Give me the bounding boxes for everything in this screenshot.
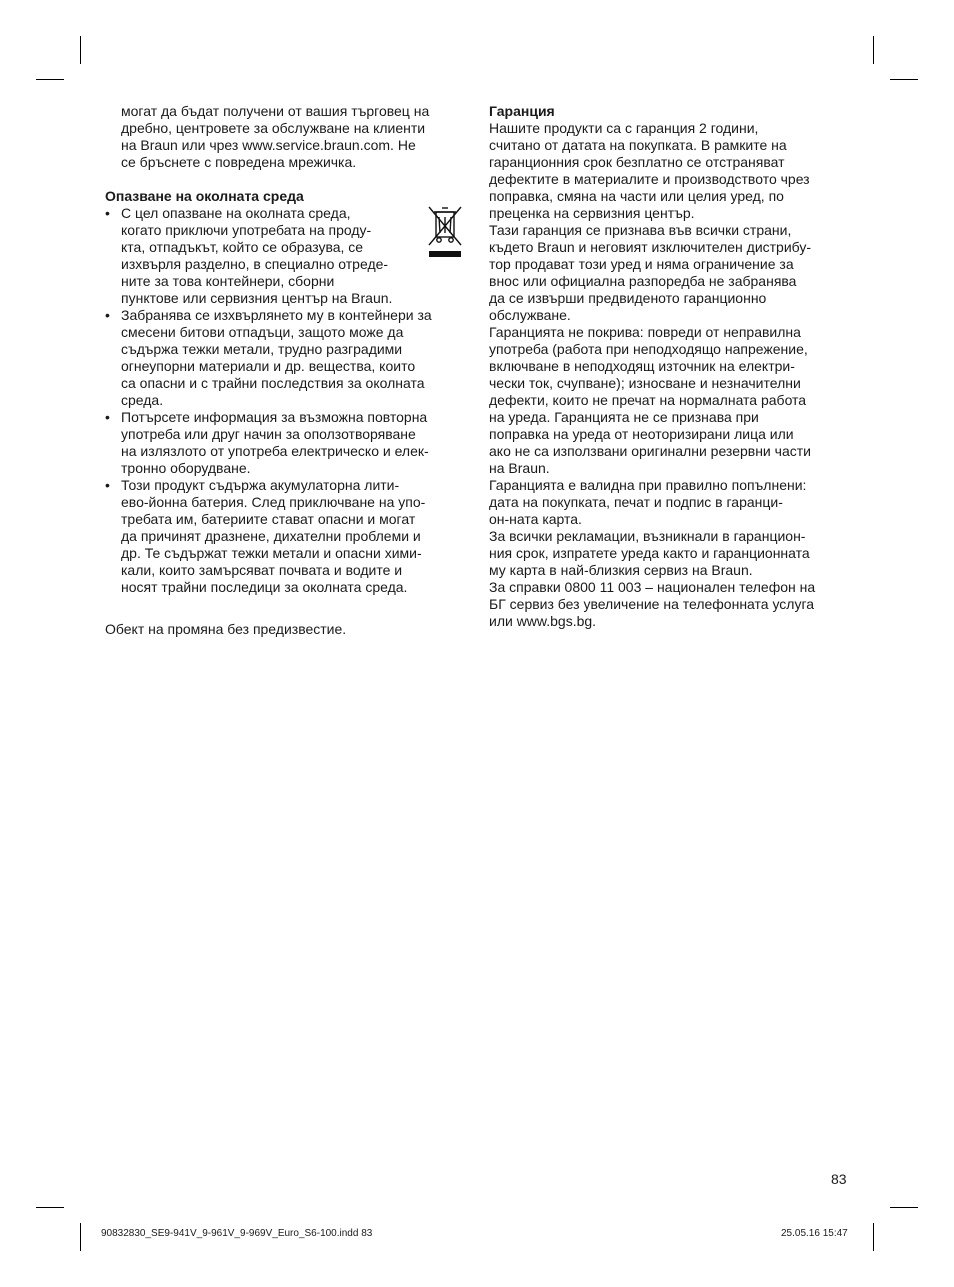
text-line: пунктове или сервизния център на Braun.	[121, 290, 393, 306]
bullet-dot: •	[105, 477, 110, 493]
footer-datetime: 25.05.16 15:47	[781, 1228, 848, 1239]
text-line: тронно оборудване.	[121, 460, 251, 476]
text-line: тор продават този уред и няма ограничение за	[489, 256, 794, 272]
text-line: ако не са използвани оригинални резервни части	[489, 443, 811, 459]
warranty-paragraph	[489, 528, 851, 579]
warranty-paragraph	[489, 477, 851, 528]
right-column	[489, 103, 851, 630]
warranty-heading: Гаранция	[489, 103, 555, 119]
text-line: ния срок, изпратете уреда както и гаранционната	[489, 545, 810, 561]
text-line: да причинят дразнене, дихателни проблеми и	[121, 528, 421, 544]
text-line: считано от датата на покупката. В рамките на	[489, 137, 787, 153]
warranty-paragraph	[489, 324, 851, 477]
crop-mark-top-left-h	[36, 79, 64, 80]
crop-mark-top-right-h	[890, 79, 918, 80]
crop-mark-bottom-right-h	[890, 1207, 918, 1208]
text-line: се бръснете с повредена мрежичка.	[121, 154, 357, 170]
text-line: Гаранцията не покрива: повреди от неправилна	[489, 324, 801, 340]
text-line: За всички рекламации, възникнали в гаранцион-	[489, 528, 806, 544]
text-line: Нашите продукти са с гаранция 2 години,	[489, 120, 759, 136]
text-line: смесени битови отпадъци, защото може да	[121, 324, 404, 340]
text-line: БГ сервиз без увеличение на телефонната услуга	[489, 596, 815, 612]
text-line: на излязлото от употреба електрическо и елек-	[121, 443, 429, 459]
text-line: обслужване.	[489, 307, 571, 323]
text-line: употреба или друг начин за оползотворяване	[121, 426, 416, 442]
warranty-paragraph	[489, 579, 851, 630]
bullet-dot: •	[105, 409, 110, 425]
page-number: 83	[831, 1171, 847, 1187]
text-line: За справки 0800 11 003 – национален телефон на	[489, 579, 816, 595]
bullet-dot: •	[105, 307, 110, 323]
text-line: употреба (работа при неподходящо напрежение,	[489, 341, 808, 357]
text-line: на уреда. Гаранцията не се признава при	[489, 409, 759, 425]
text-line: Този продукт съдържа акумулаторна лити-	[121, 477, 400, 493]
text-line: кали, които замърсяват почвата и водите и	[121, 562, 403, 578]
text-line: дефекти, които не пречат на нормалната работа	[489, 392, 807, 408]
warranty-paragraph	[489, 120, 851, 222]
text-line: поправка, смяна на части или целия уред, по	[489, 188, 784, 204]
text-line: огнеупорни материали и др. вещества, които	[121, 358, 416, 374]
text-line: носят трайни последици за околната среда.	[121, 579, 408, 595]
crop-mark-bottom-left-h	[36, 1207, 64, 1208]
text-line: поправка на уреда от неоторизирани лица или	[489, 426, 794, 442]
crop-mark-top-right-v	[873, 36, 874, 64]
text-line: гаранционния срок безплатно се отстраняват	[489, 154, 785, 170]
text-line: чески ток, счупване); износване и незначителни	[489, 375, 801, 391]
crop-mark-bottom-left-v	[80, 1223, 81, 1251]
bullet-item	[105, 205, 465, 307]
bullet-item	[105, 477, 465, 596]
text-line: требата им, батериите стават опасни и могат	[121, 511, 416, 527]
crop-mark-bottom-right-v	[873, 1223, 874, 1251]
text-line: он-ната карта.	[489, 511, 582, 527]
text-line: дата на покупката, печат и подпис в гаранци-	[489, 494, 783, 510]
bullet-dot: •	[105, 205, 110, 221]
text-line: дефектите в материалите и производството чрез	[489, 171, 810, 187]
text-line: когато приключи употребата на проду-	[121, 222, 372, 238]
text-line: на Braun.	[489, 460, 550, 476]
text-line: включване в неподходящ източник на електри-	[489, 358, 795, 374]
environment-heading: Опазване на околната среда	[105, 188, 304, 204]
text-line: среда.	[121, 392, 164, 408]
left-column	[105, 103, 465, 638]
text-line: са опасни и с трайни последствия за околната	[121, 375, 425, 391]
text-line: или www.bgs.bg.	[489, 613, 597, 629]
text-line: на Braun или чрез www.service.braun.com. Не	[121, 137, 416, 153]
text-line: Забранява се изхвърлянето му в контейнери за	[121, 307, 432, 323]
bullet-item	[105, 409, 465, 477]
text-line: ево-йонна батерия. След приключване на упо-	[121, 494, 426, 510]
crop-mark-top-left-v	[80, 36, 81, 64]
text-line: преценка на сервизния център.	[489, 205, 695, 221]
text-line: С цел опазване на околната среда,	[121, 205, 351, 221]
text-line: да се извърши предвиденото гаранционно	[489, 290, 767, 306]
footer-filename: 90832830_SE9-941V_9-961V_9-969V_Euro_S6-100.indd 83	[101, 1228, 373, 1239]
text-line: могат да бъдат получени от вашия търговец на	[121, 103, 430, 119]
text-line: кта, отпадъкът, който се образува, се	[121, 239, 364, 255]
change-notice: Обект на промяна без предизвестие.	[105, 621, 347, 637]
text-line: Тази гаранция се признава във всички страни,	[489, 222, 792, 238]
text-line: ните за това контейнери, сборни	[121, 273, 335, 289]
text-line: др. Те съдържат тежки метали и опасни хими-	[121, 545, 422, 561]
text-line: му карта в най-близкия сервиз на Braun.	[489, 562, 753, 578]
text-line: изхвърля разделно, в специално отреде-	[121, 256, 389, 272]
crossed-out-wheelie-bin-icon	[425, 203, 465, 259]
intro-paragraph	[105, 103, 465, 171]
bullet-item	[105, 307, 465, 409]
warranty-paragraph	[489, 222, 851, 324]
text-line: Потърсете информация за възможна повторна	[121, 409, 428, 425]
text-line: Гаранцията е валидна при правилно попълнени:	[489, 477, 807, 493]
text-line: дребно, центровете за обслужване на клиенти	[121, 120, 426, 136]
text-line: съдържа тежки метали, трудно разградими	[121, 341, 403, 357]
text-line: където Braun и неговият изключителен дистрибу-	[489, 239, 812, 255]
text-line: внос или официална разпоредба не забранява	[489, 273, 797, 289]
